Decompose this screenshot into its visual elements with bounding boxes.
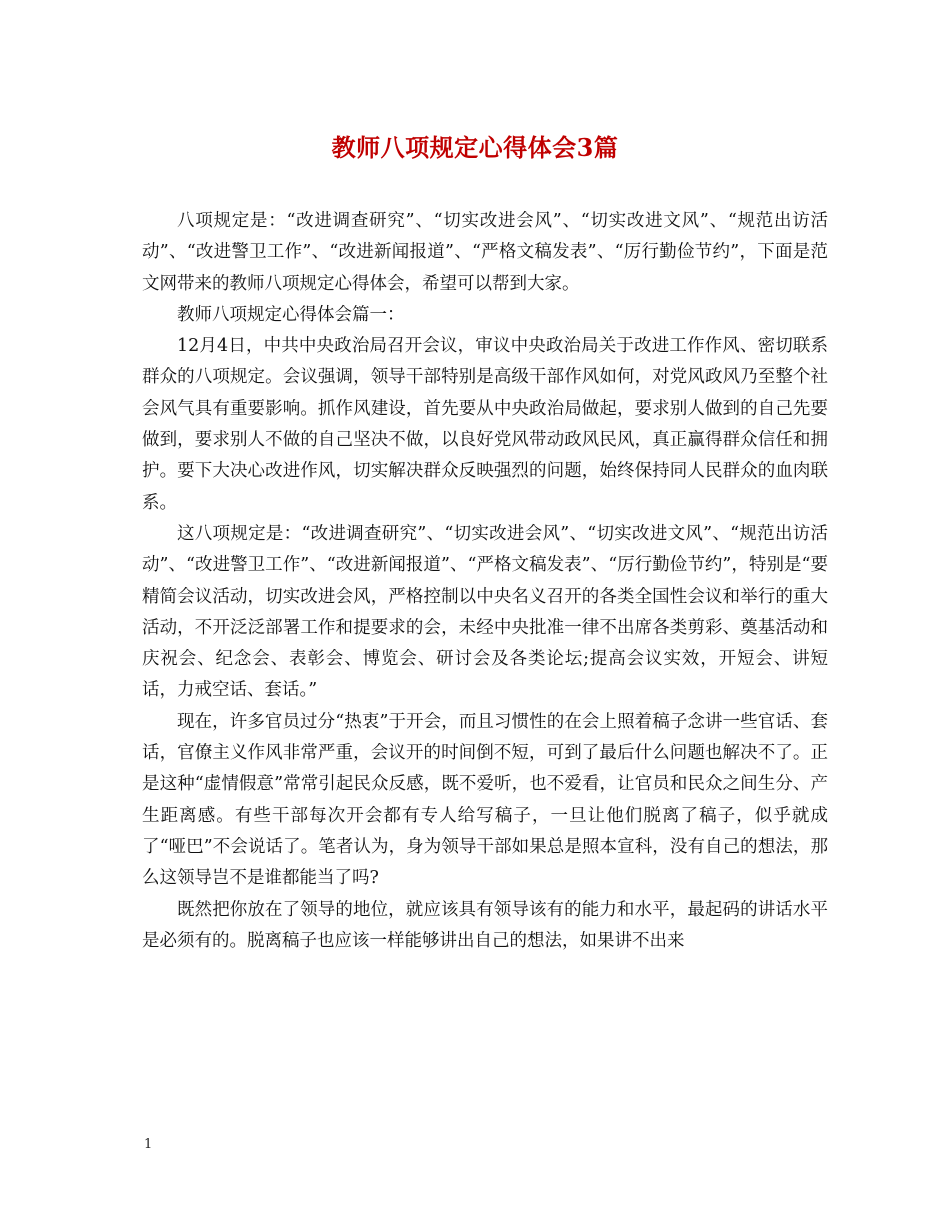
paragraph-section-heading: 教师八项规定心得体会篇一： [177,304,405,325]
paragraph-leadership: 既然把你放在了领导的地位，就应该具有领导该有的能力和水平，最起码的讲话水平是必须有的。脱离稿子也应该一样能够讲出自己的想法，如果讲不出来 [142,899,828,951]
paragraph-meeting: 12月4日，中共中央政治局召开会议，审议中央政治局关于改进工作作风、密切联系群众的八项规定。会议强调，领导干部特别是高级干部作风如何，对党风政风乃至整个社会风气具有重要影响。抓作风建设，首先要从中央政治局做起，要求别人做到的自己先要做到，要求别人不做的自己坚决不做，以良好党风带动政风民风，真正赢得群众信任和拥护。要下大决心改进作风，切实解决群众反映强烈的问题，始终保持同人民群众的血肉联系。 [142,336,828,513]
page-number: 1 [144,1137,153,1152]
document-body [142,206,828,957]
paragraph-officials: 现在，许多官员过分“热衷”于开会，而且习惯性的在会上照着稿子念讲一些官话、套话，官僚主义作风非常严重，会议开的时间倒不短，可到了最后什么问题也解决不了。正是这种“虚情假意”常常引起民众反感，既不爱听，也不爱看，让官员和民众之间生分、产生距离感。有些干部每次开会都有专人给写稿子，一旦让他们脱离了稿子，似乎就成了“哑巴”不会说话了。笔者认为，身为领导干部如果总是照本宣科，没有自己的想法，那么这领导岂不是谁都能当了吗? [142,711,828,889]
paragraph-intro: 八项规定是：“改进调查研究”、“切实改进会风”、“切实改进文风”、“规范出访活动”、“改进警卫工作”、“改进新闻报道”、“严格文稿发表”、“厉行勤俭节约”，下面是范文网带来的教师八项规定心得体会，希望可以帮到大家。 [142,211,828,294]
document-title: 教师八项规定心得体会3篇 [331,133,619,162]
paragraph-eight-rules: 这八项规定是：“改进调查研究”、“切实改进会风”、“切实改进文风”、“规范出访活动”、“改进警卫工作”、“改进新闻报道”、“严格文稿发表”、“厉行勤俭节约”，特别是“要精简会议活动，切实改进会风，严格控制以中央名义召开的各类全国性会议和举行的重大活动，不开泛泛部署工作和提要求的会，未经中央批准一律不出席各类剪彩、奠基活动和庆祝会、纪念会、表彰会、博览会、研讨会及各类论坛;提高会议实效，开短会、讲短话，力戒空话、套话。” [142,523,828,701]
